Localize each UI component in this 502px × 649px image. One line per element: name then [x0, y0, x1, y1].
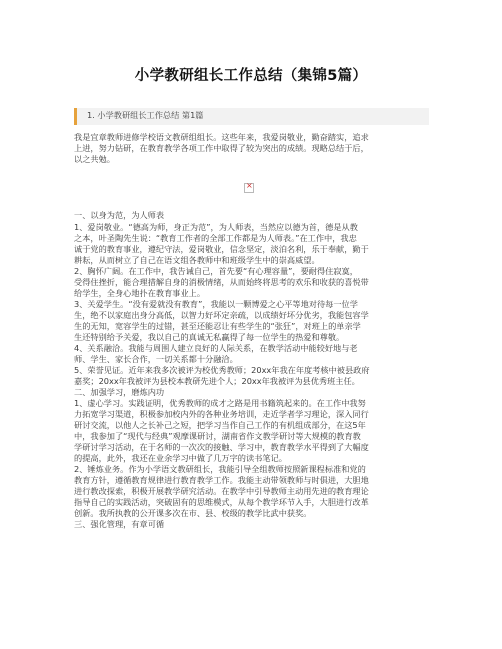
section-header-label: 1. 小学教研组长工作总结 第1篇 [87, 110, 204, 120]
body-line: 诚于党的教育事业，遵纪守法，爱岗敬业，信念坚定，淡泊名利，乐于奉献，勤于 [74, 244, 369, 254]
section-heading: 三、强化管理，有章可循 [74, 519, 165, 529]
body-line: 2、胸怀广阔。在工作中，我告诫自己，首先要“有心理容量”，要耐得住寂寞， [74, 266, 358, 276]
body-line: 学研讨学习活动，在于名师的一次次的接触、学习中，教育教学水平得到了大幅度 [74, 442, 369, 452]
body-line: 生还特别给予关爱，我以自己的真诚无私赢得了每一位学生的热爱和尊敬。 [74, 332, 345, 342]
body-line: 之本，叶圣陶先生说：“教育工作者的全部工作都是为人师表。”在工作中，我忠 [74, 233, 357, 243]
section-heading: 一、以身为范，为人师表 [74, 210, 165, 220]
document-title: 小学教研组长工作总结（集锦5篇） [134, 68, 368, 84]
body-line: 中，我参加了“现代与经典”观摩课研讨，湖南省作文教学研讨等大规模的教育教 [74, 431, 361, 441]
section-heading: 二、加强学习，磨炼内功 [74, 387, 165, 397]
body-line: 生，绝不以家庭出身分高低，以智力好坏定亲疏，以成绩好坏分优劣，我能包容学 [74, 310, 369, 320]
body-line: 我是宜章教师进修学校语文教研组组长。这些年来，我爱岗敬业，勤奋踏实，追求 [74, 132, 369, 142]
body-line: 力拓宽学习渠道，积极参加校内外的各种业务培训，走近学者学习理论，深入同行 [74, 409, 369, 419]
body-line: 耕耘，从而树立了自己在语文组各教师中和班级学生中的崇高威望。 [74, 255, 320, 265]
body-line: 2、锤炼业务。作为小学语文教研组长，我能引导全组教师按照新课程标准和党的 [74, 464, 366, 474]
body-line: 给学生，全身心地扑在教育事业上。 [74, 288, 206, 298]
body-line: 1、爱岗敬业。“德高为师，身正为范”，为人师表，当然应以德为首，德是从教 [74, 222, 358, 232]
body-line: 生的无知，宽容学生的过错，甚至还能忍让有些学生的“张狂”，对班上的单亲学 [74, 321, 361, 331]
body-line: 教育方针，遵循教育规律进行教育教学工作。我能主动带领教师与时俱进，大胆地 [74, 475, 369, 485]
broken-image-icon [244, 183, 254, 193]
body-line: 5、荣誉见证。近年来我多次被评为校优秀教师；20xx年我在年度考核中被县政府 [74, 365, 370, 375]
body-line: 受得住挫折，能合理措解自身的消极情绪，从而始终将思考的欢乐和收获的喜悦带 [74, 277, 369, 287]
body-line: 师、学生、家长合作，一切关系都十分融洽。 [74, 354, 238, 364]
body-line: 指导自己的实践活动，突破固有的思维模式，从每个教学环节入手，大胆进行改革 [74, 497, 369, 507]
body-line: 进行教改探索，积极开展教学研究活动。在教学中引导教师主动用先进的教育理论 [74, 486, 369, 496]
body-line: 研讨交流，以他人之长补己之短，把学习当作自己工作的有机组成部分，在这5年 [74, 420, 366, 430]
body-line: 上进，努力钻研，在教育教学各项工作中取得了较为突出的成绩。现略总结于后， [74, 143, 369, 153]
body-line: 嘉奖；20xx年我被评为县校本教研先进个人；20xx年我被评为县优秀班主任。 [74, 376, 360, 386]
body-line: 的提高，此外，我还在业余学习中做了几万字的读书笔记。 [74, 453, 287, 463]
section-header-bar [74, 108, 429, 125]
body-line: 4、关系融洽。我能与周围人建立良好的人际关系，在教学活动中能较好地与老 [74, 343, 358, 353]
body-line: 创新。我所执教的公开课多次在市、县、校级的教学比武中获奖。 [74, 508, 312, 518]
body-line: 以之共勉。 [74, 154, 115, 164]
body-line: 1、虚心学习。实践证明，优秀教师的成才之路是用书籍筑起来的。在工作中我努 [74, 398, 366, 408]
body-line: 3、关爱学生。“没有爱就没有教育”，我能以一颗博爱之心平等地对待每一位学 [74, 299, 358, 309]
